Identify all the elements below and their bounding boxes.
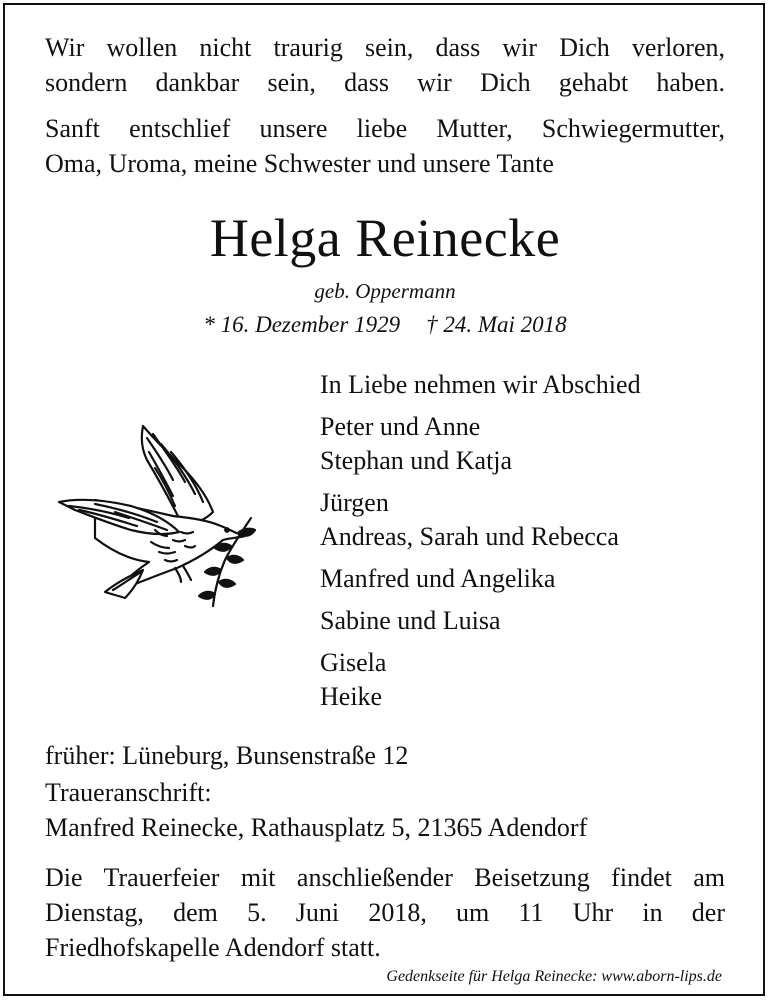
announcement-line-1: Sanft entschlief unsere liebe Mutter, Schwiegermutter, — [45, 114, 725, 143]
mourner-line: Heike — [320, 682, 383, 711]
intro-quote — [45, 30, 725, 100]
ceremony-line-1: Die Trauerfeier mit anschließender Beisetzung findet am — [45, 863, 725, 892]
memorial-page-link[interactable]: Gedenkseite für Helga Reinecke: www.aborn-lips.de — [386, 968, 722, 985]
mourning-address: Manfred Reinecke, Rathausplatz 5, 21365 Adendorf — [45, 813, 588, 842]
birth-date: * 16. Dezember 1929 — [203, 312, 401, 337]
mourner-line: Peter und Anne — [320, 412, 481, 441]
mourner-line: Stephan und Katja — [320, 446, 513, 475]
announcement-line-2: Oma, Uroma, meine Schwester und unsere Tante — [45, 149, 554, 178]
mourners-list — [320, 368, 641, 722]
ceremony-line-3: Friedhofskapelle Adendorf statt. — [45, 933, 381, 962]
life-dates — [0, 309, 770, 341]
deceased-name: Helga Reinecke — [209, 208, 561, 268]
intro-line-1: Wir wollen nicht traurig sein, dass wir Dich verloren, — [45, 33, 725, 62]
ceremony-line-2: Dienstag, dem 5. Juni 2018, um 11 Uhr in der — [45, 898, 725, 927]
farewell-heading: In Liebe nehmen wir Abschied — [320, 370, 641, 399]
mourning-address-label: Traueranschrift: — [45, 778, 212, 807]
former-address: früher: Lüneburg, Bunsenstraße 12 — [45, 741, 409, 770]
address-block — [45, 738, 587, 845]
mourner-line: Andreas, Sarah und Rebecca — [320, 522, 619, 551]
mourner-line: Manfred und Angelika — [320, 564, 556, 593]
dove-with-olive-branch-icon — [55, 420, 260, 610]
mourner-line: Sabine und Luisa — [320, 606, 501, 635]
death-date: † 24. Mai 2018 — [426, 312, 567, 337]
mourner-line: Jürgen — [320, 488, 389, 517]
mourner-line: Gisela — [320, 648, 387, 677]
maiden-name: geb. Oppermann — [314, 279, 456, 303]
ceremony-info — [45, 860, 725, 965]
intro-line-2: sondern dankbar sein, dass wir Dich gehabt haben. — [45, 68, 725, 97]
announcement — [45, 111, 725, 181]
